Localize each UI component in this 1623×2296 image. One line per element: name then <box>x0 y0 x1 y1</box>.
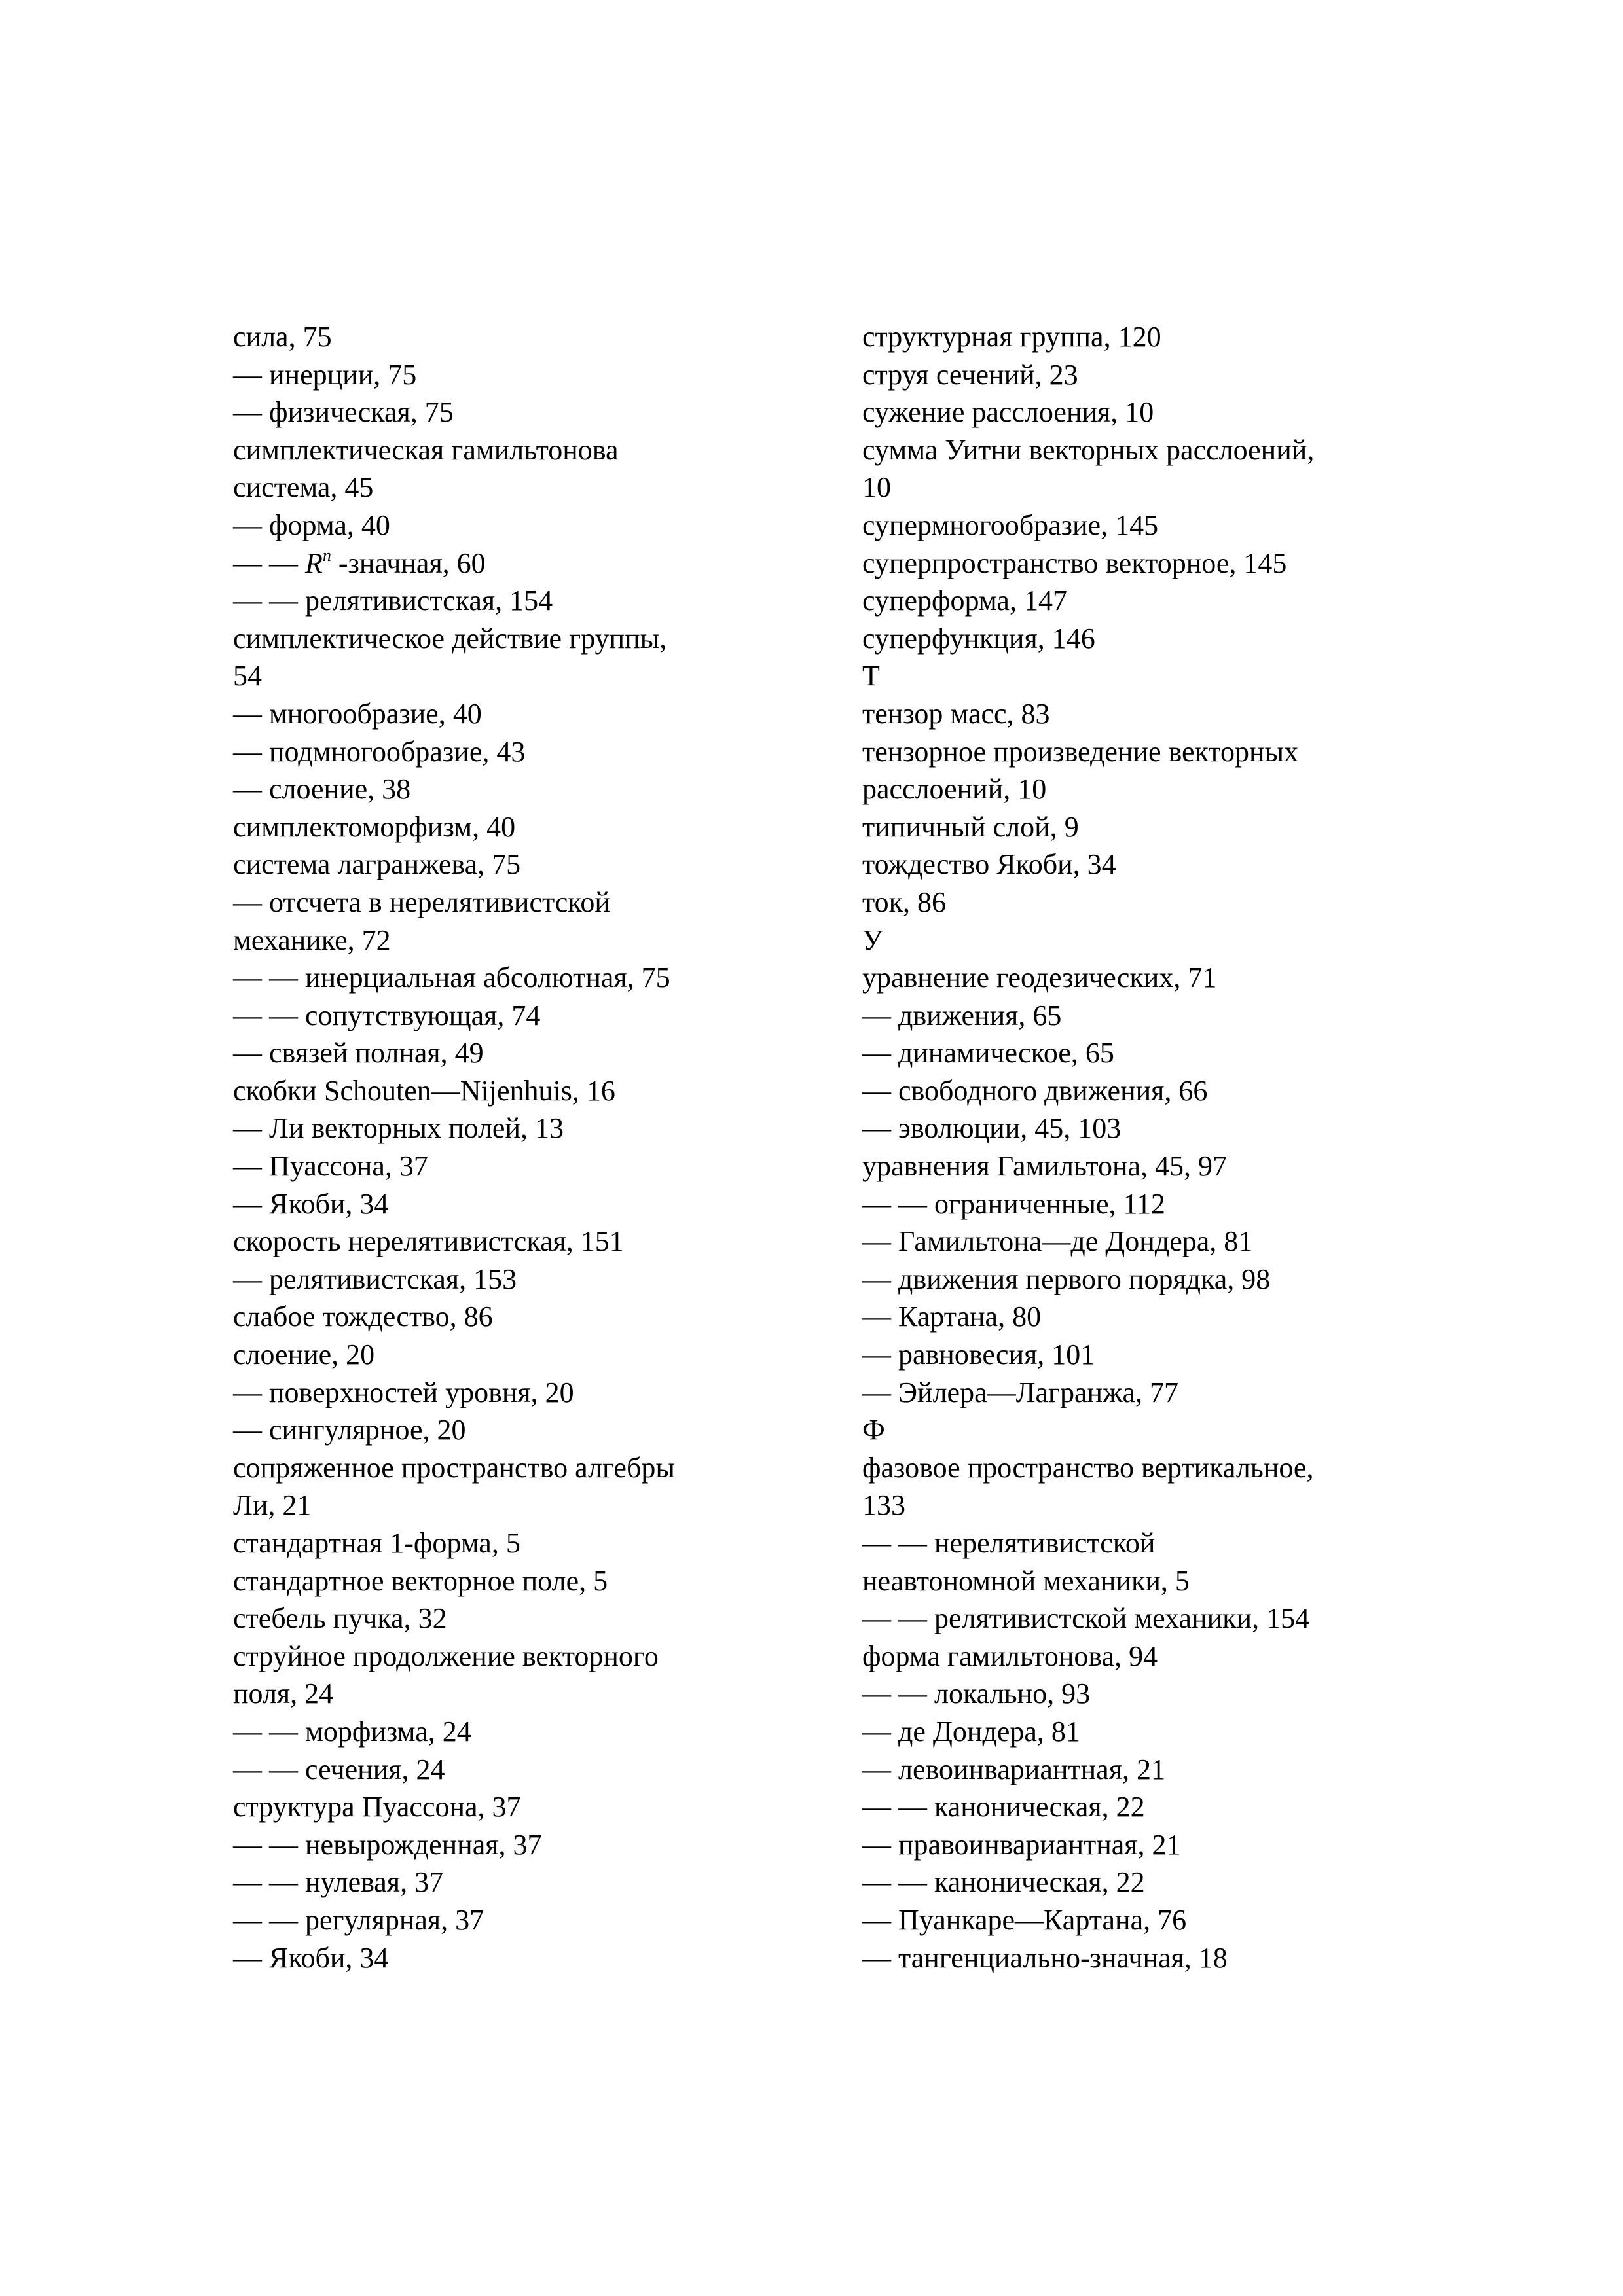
index-entry: слабое тождество, 86 <box>233 1300 493 1333</box>
math-symbol-letter: R <box>305 547 323 579</box>
index-entry: — правоинвариантная, 21 <box>862 1828 1181 1861</box>
index-entry: структурная группа, 120 <box>862 321 1161 353</box>
index-entry: — Ли векторных полей, 13 <box>233 1112 564 1145</box>
index-entry: — — нулевая, 37 <box>233 1866 444 1899</box>
index-entry: симплектическая гамильтонова <box>233 433 619 466</box>
index-entry: — — каноническая, 22 <box>862 1791 1145 1823</box>
index-entry: — Гамильтона—де Дондера, 81 <box>862 1225 1253 1258</box>
index-entry: — — каноническая, 22 <box>862 1866 1145 1899</box>
index-entry: система лагранжева, 75 <box>233 848 521 881</box>
index-entry: — Пуассона, 37 <box>233 1150 428 1183</box>
index-entry: — — инерциальная абсолютная, 75 <box>233 961 670 994</box>
index-entry: сила, 75 <box>233 321 332 353</box>
math-symbol-r <box>305 547 331 579</box>
index-entry: 10 <box>862 471 891 504</box>
index-entry: расслоений, 10 <box>862 773 1047 806</box>
index-entry: Ли, 21 <box>233 1489 312 1522</box>
index-entry: тензор масс, 83 <box>862 697 1050 730</box>
index-entry: — связей полная, 49 <box>233 1037 484 1069</box>
index-entry: — — нерелятивистской <box>862 1527 1156 1559</box>
index-entry: сопряженное пространство алгебры <box>233 1451 675 1484</box>
index-entry: — — невырожденная, 37 <box>233 1828 542 1861</box>
index-entry: симплектоморфизм, 40 <box>233 810 516 843</box>
index-entry: — Якоби, 34 <box>233 1187 389 1220</box>
index-entry: поля, 24 <box>233 1677 334 1710</box>
index-letter-heading: Т <box>862 660 880 692</box>
index-entry: тензорное произведение векторных <box>862 735 1299 768</box>
index-entry: ток, 86 <box>862 886 947 918</box>
index-entry: — эволюции, 45, 103 <box>862 1112 1122 1145</box>
index-entry: — слоение, 38 <box>233 773 411 806</box>
index-entry-prefix: — — <box>233 547 305 579</box>
index-entry: — Картана, 80 <box>862 1300 1042 1333</box>
index-entry: — — морфизма, 24 <box>233 1715 471 1748</box>
index-entry: 133 <box>862 1489 905 1522</box>
index-entry: — — сечения, 24 <box>233 1753 445 1785</box>
index-entry: стандартная 1-форма, 5 <box>233 1527 520 1559</box>
index-entry: — — ограниченные, 112 <box>862 1187 1165 1220</box>
index-entry: механике, 72 <box>233 924 391 956</box>
index-entry: слоение, 20 <box>233 1338 375 1371</box>
index-entry: супермногообразие, 145 <box>862 509 1159 541</box>
index-column-left <box>233 318 796 1977</box>
index-entry: неавтономной механики, 5 <box>862 1564 1190 1597</box>
index-entry: симплектическое действие группы, <box>233 622 667 655</box>
index-entry-suffix: -значная, 60 <box>331 547 486 579</box>
index-entry: — — регулярная, 37 <box>233 1903 484 1936</box>
index-entry: — подмногообразие, 43 <box>233 735 526 768</box>
index-entry: суперформа, 147 <box>862 584 1067 617</box>
index-entry: — левоинвариантная, 21 <box>862 1753 1165 1785</box>
index-entry: — — сопутствующая, 74 <box>233 999 541 1031</box>
index-column-right <box>862 318 1425 1977</box>
index-entry: стандартное векторное поле, 5 <box>233 1564 608 1597</box>
index-entry: система, 45 <box>233 471 374 504</box>
index-entry: скорость нерелятивистская, 151 <box>233 1225 624 1258</box>
index-entry: — равновесия, 101 <box>862 1338 1095 1371</box>
index-entry: — Якоби, 34 <box>233 1941 389 1974</box>
index-entry: струя сечений, 23 <box>862 358 1078 391</box>
index-entry: форма гамильтонова, 94 <box>862 1640 1158 1672</box>
index-entry: — — релятивистской механики, 154 <box>862 1602 1310 1635</box>
index-entry <box>233 545 796 583</box>
index-entry: — релятивистская, 153 <box>233 1263 517 1295</box>
index-letter-heading: У <box>862 924 883 956</box>
index-entry: — де Дондера, 81 <box>862 1715 1080 1748</box>
index-entry: тождество Якоби, 34 <box>862 848 1116 881</box>
index-entry: суперпространство векторное, 145 <box>862 547 1287 579</box>
index-entry: — движения, 65 <box>862 999 1062 1031</box>
index-entry: стебель пучка, 32 <box>233 1602 447 1635</box>
index-entry: 54 <box>233 660 262 692</box>
index-entry: суперфункция, 146 <box>862 622 1095 655</box>
index-entry: — — релятивистская, 154 <box>233 584 553 617</box>
math-superscript: n <box>322 545 331 565</box>
index-entry: — многообразие, 40 <box>233 697 482 730</box>
index-entry: — Пуанкаре—Картана, 76 <box>862 1903 1187 1936</box>
index-entry: уравнение геодезических, 71 <box>862 961 1217 994</box>
index-entry: струйное продолжение векторного <box>233 1640 659 1672</box>
index-entry: — физическая, 75 <box>233 396 454 429</box>
index-entry: — движения первого порядка, 98 <box>862 1263 1271 1295</box>
index-entry: типичный слой, 9 <box>862 810 1079 843</box>
index-entry: — сингулярное, 20 <box>233 1414 466 1446</box>
index-entry: — — локально, 93 <box>862 1677 1091 1710</box>
index-entry: структура Пуассона, 37 <box>233 1791 521 1823</box>
index-entry: — Эйлера—Лагранжа, 77 <box>862 1376 1179 1408</box>
index-entry: — инерции, 75 <box>233 358 417 391</box>
index-entry: — отсчета в нерелятивистской <box>233 886 610 918</box>
index-entry: фазовое пространство вертикальное, <box>862 1451 1314 1484</box>
index-entry: — тангенциально-значная, 18 <box>862 1941 1228 1974</box>
index-entry: уравнения Гамильтона, 45, 97 <box>862 1150 1228 1183</box>
index-entry: — динамическое, 65 <box>862 1037 1114 1069</box>
index-entry: — поверхностей уровня, 20 <box>233 1376 574 1408</box>
index-entry: скобки Schouten—Nijenhuis, 16 <box>233 1074 615 1107</box>
index-letter-heading: Ф <box>862 1414 885 1446</box>
index-entry: сужение расслоения, 10 <box>862 396 1154 429</box>
index-entry: — форма, 40 <box>233 509 390 541</box>
index-entry: — свободного движения, 66 <box>862 1074 1208 1107</box>
index-entry: сумма Уитни векторных расслоений, <box>862 433 1315 466</box>
